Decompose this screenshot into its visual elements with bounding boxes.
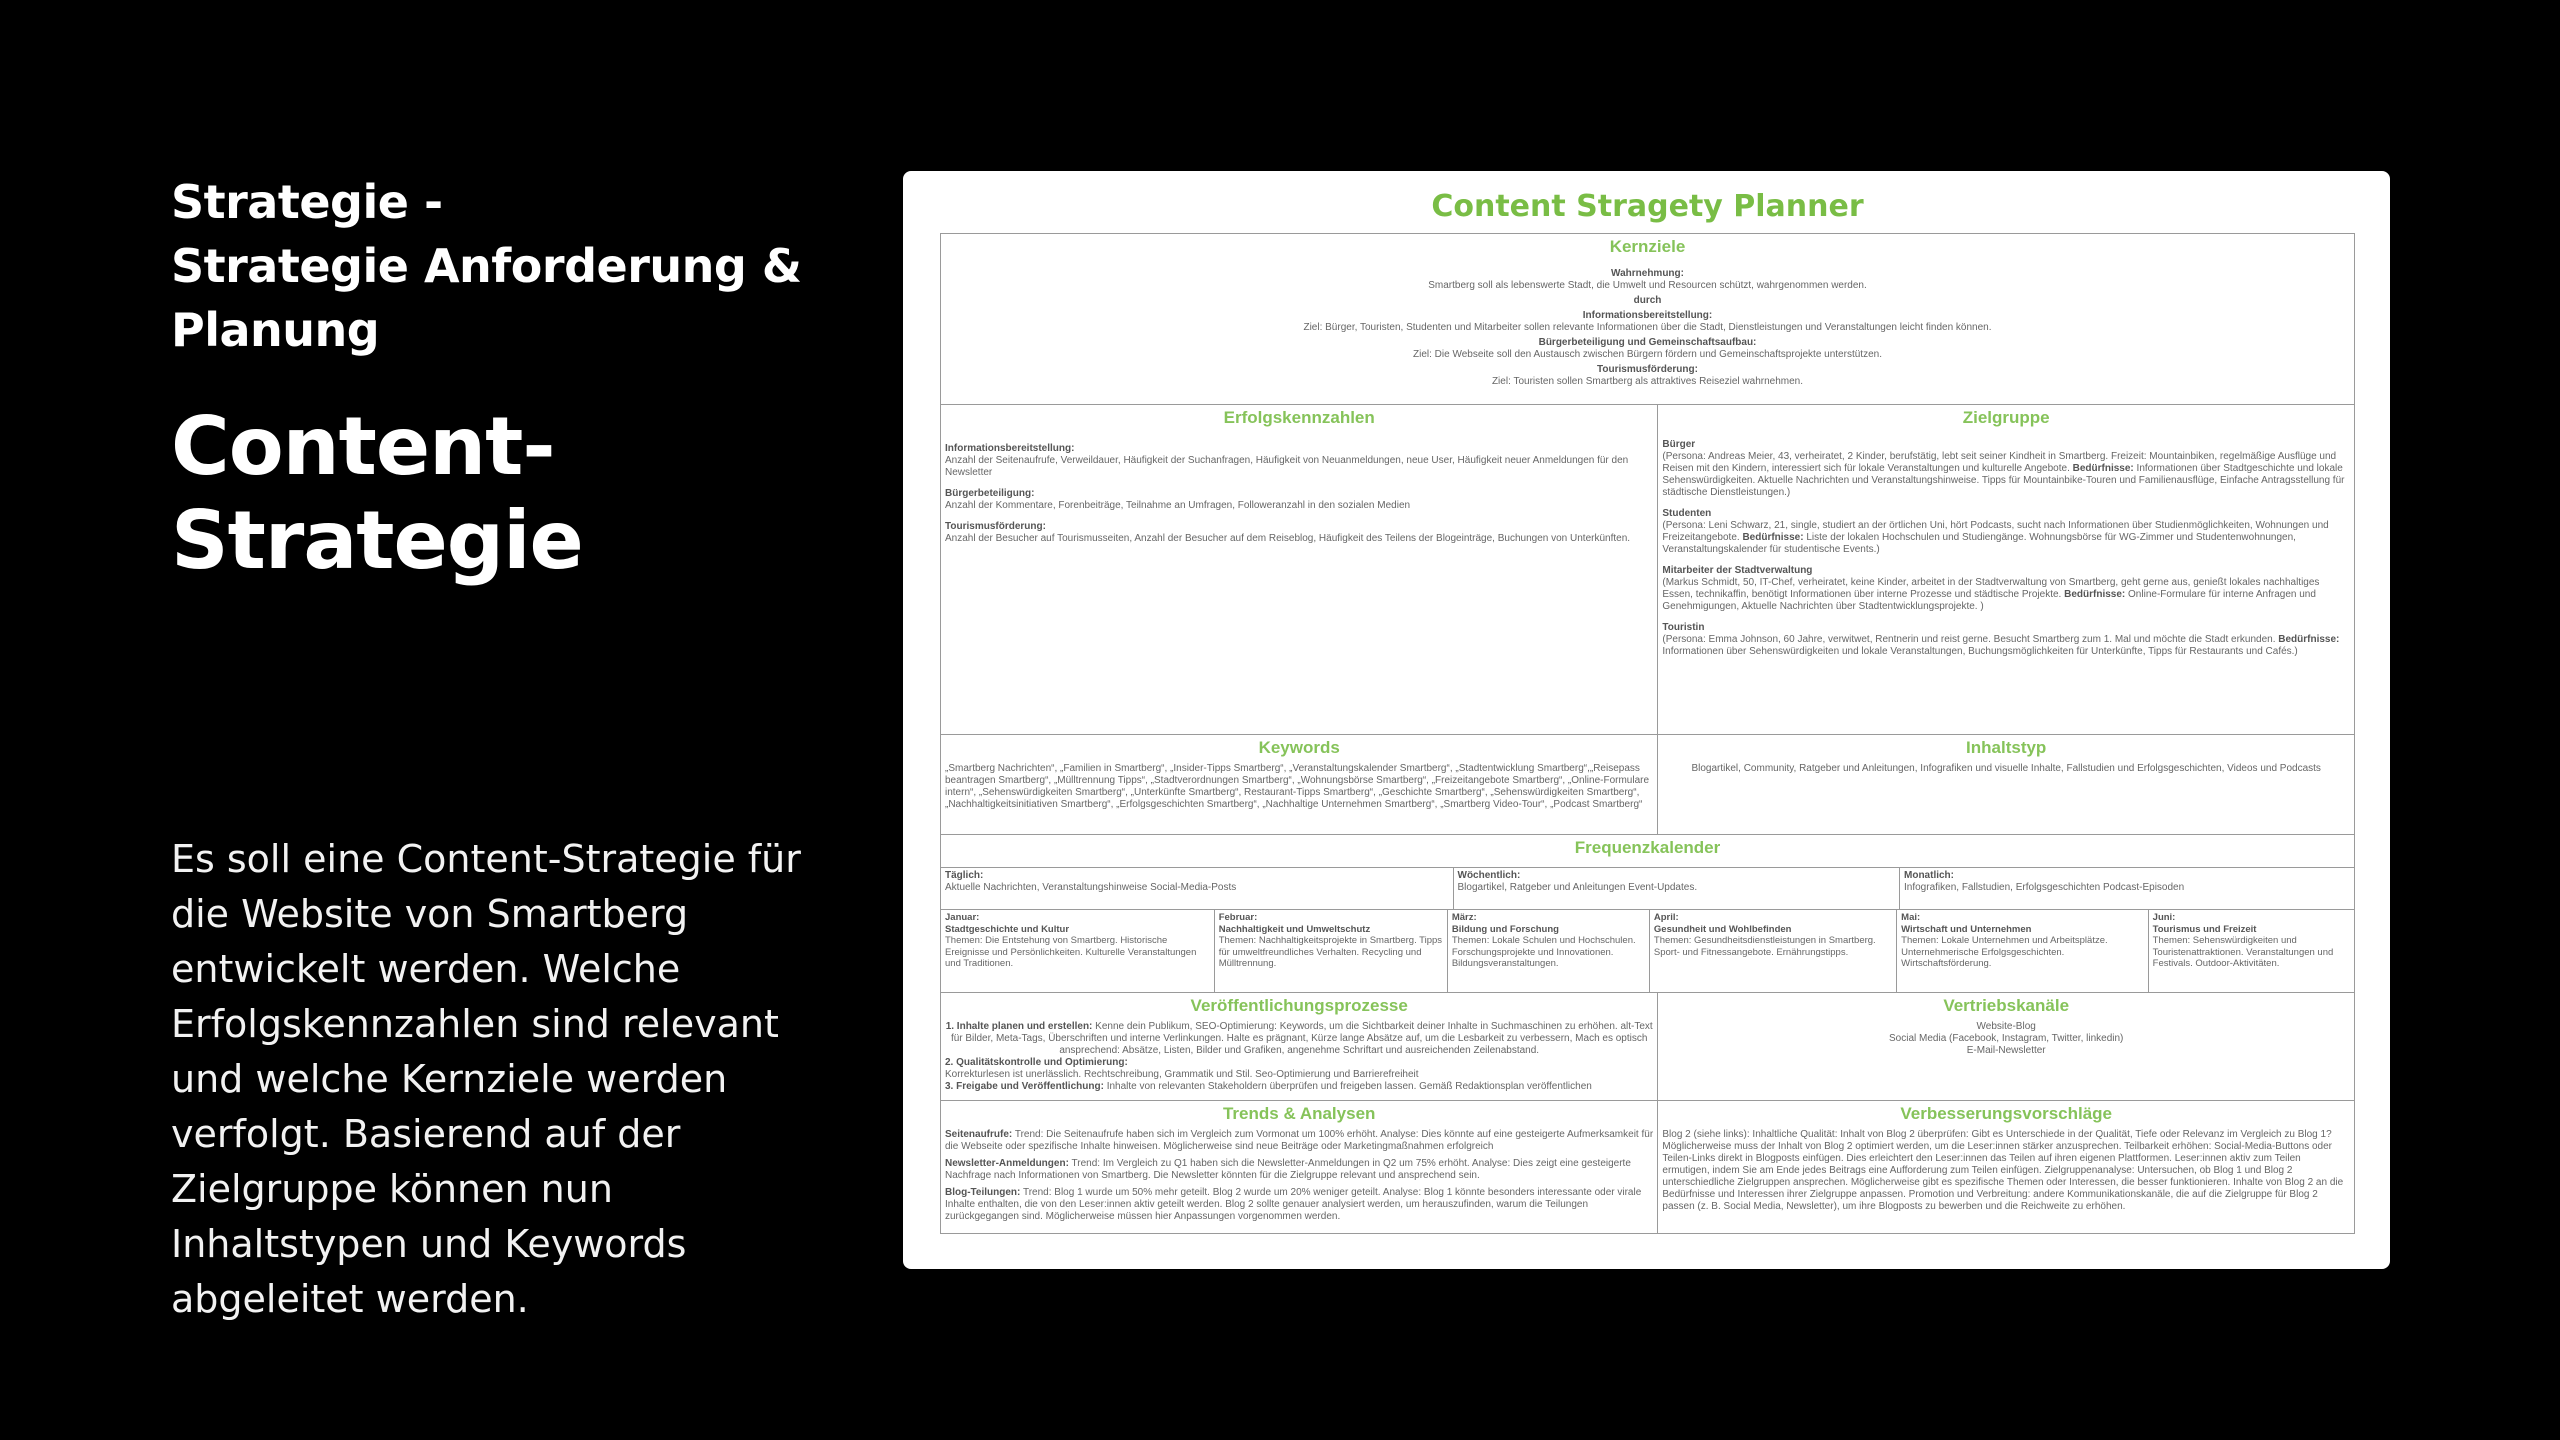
eyebrow-line: Strategie - — [171, 175, 443, 229]
frequenz-periods-row — [941, 867, 2354, 909]
month-label: April: — [1653, 912, 1679, 923]
zielgruppe-label: Bedürfnisse: — [2278, 634, 2340, 645]
erfolg-zielgruppe-row — [941, 404, 2354, 734]
trends-heading: Trends & Analysen — [1222, 1104, 1376, 1123]
veroeff-label: 3. Freigabe und Veröffentlichung: — [945, 1081, 1104, 1092]
veroeff-heading: Veröffentlichungsprozesse — [1190, 996, 1408, 1015]
vertrieb-heading: Vertriebskanäle — [1943, 996, 2070, 1015]
erfolg-label: Informationsbereitstellung: — [945, 443, 1075, 454]
vertrieb-item: Website-Blog — [1976, 1021, 2036, 1032]
month-text: Themen: Lokale Schulen und Hochschulen. Forschungsprojekte und Innovationen. Bildungsveranstaltungen. — [1451, 935, 1636, 969]
month-label: Mai: — [1901, 912, 1921, 923]
trends-label: Seitenaufrufe: — [945, 1129, 1013, 1140]
period-text: Blogartikel, Ratgeber und Anleitungen Event-Updates. — [1457, 882, 1698, 893]
veroeff-text: Kenne dein Publikum, SEO-Optimierung: Keywords, um die Sichtbarkeit deiner Inhalte in Suchmaschinen zu erhöhen. alt-Text für Bilder, Meta-Tags, Überschriften und interne Verlinkungen. Halte es prägnant, Kürze lange Absätze auf, um die Lesbarkeit zu verbessern, Mach es optisch ansprechend: Absätze, Listen, Bilder und Grafiken, angenehme Schriftart und ausreichenden Zeilenabstand. — [950, 1021, 1653, 1056]
erfolg-text: Anzahl der Kommentare, Forenbeiträge, Teilnahme an Umfragen, Followeranzahl in den sozialen Medien — [945, 500, 1411, 511]
kernziele-durch: durch — [1633, 295, 1662, 306]
trends-cell — [941, 1101, 1657, 1233]
zielgruppe-label: Mitarbeiter der Stadtverwaltung — [1662, 565, 1813, 576]
frequenz-months-row — [941, 909, 2354, 992]
frequenz-period — [1899, 868, 2354, 909]
kernziele-heading: Kernziele — [1609, 237, 1686, 256]
month-label: Juni: — [2152, 912, 2176, 923]
month-cell — [1649, 910, 1896, 992]
description-text: Es soll eine Content-Strategie für die Website von Smartberg entwickelt werden. Welche Erfolgskennzahlen sind relevant und welche Kernziele werden verfolgt. Basierend auf der Zielgruppe können nun Inhaltstypen und Keywords abgeleitet werden. — [171, 837, 801, 1321]
verbesserung-text: Blog 2 (siehe links): Inhaltliche Qualität: Inhalt von Blog 2 überprüfen: Gibt es Unterschiede in der Qualität, Tiefe oder Relevanz im Vergleich zu Blog 1? Möglicherweise muss der Inhalt von Blog 2 optimiert werden, um die Leser:innen stärker anzusprechen. Teilbarkeit erhöhen: Social-Media-Buttons oder Teilen-Links direkt in Blogposts einfügen. Dies erleichtert den Leser:innen das Teilen auf ihren eigenen Plattformen. Leser:innen aktiv zum Teilen ermutigen, indem Sie am Ende jedes Beitrags eine Aufforderung zum Teilen einfügen. Zielgruppenanalyse: Untersuchen, ob Blog 1 und Blog 2 unterschiedliche Zielgruppen ansprechen. Möglicherweise gibt es spezifische Themen oder Interessen, die besser funktionieren. Inhalte von Blog 2 an die Bedürfnisse und Interessen ihrer Zielgruppe anpassen. Promotion und Verbreitung: andere Kommunikationskanäle, die auf die Zielgruppe für Blog 2 passen (z. B. Social Media, Newsletter), um ihre Blogposts zu bewerben und die Reichweite zu erhöhen. — [1662, 1129, 2344, 1212]
trends-verbesserung-row — [941, 1100, 2354, 1233]
content-strategy-planner — [940, 187, 2355, 1234]
month-cell — [1447, 910, 1649, 992]
veroeff-label: 1. Inhalte planen und erstellen: — [945, 1021, 1093, 1032]
period-text: Infografiken, Fallstudien, Erfolgsgeschichten Podcast-Episoden — [1904, 882, 2185, 893]
frequenz-heading-row — [941, 834, 2354, 867]
zielgruppe-text: (Persona: Leni Schwarz, 21, single, studiert an der örtlichen Uni, hört Podcasts, sucht nach Informationen über Studienmöglichkeiten, Wohnungen und Freizeitangebote. — [1662, 520, 2329, 543]
eyebrow-line: Strategie Anforderung & — [171, 239, 802, 293]
planner-title: Content Stragety Planner — [1431, 189, 1864, 224]
kernziele-row — [941, 234, 2354, 404]
trends-label: Newsletter-Anmeldungen: — [945, 1158, 1069, 1169]
month-text: Themen: Gesundheitsdienstleistungen in Smartberg. Sport- und Fitnessangebote. Ernährungstipps. — [1653, 935, 1876, 958]
veroeff-text: Korrekturlesen ist unerlässlich. Rechtschreibung, Grammatik und Stil. Seo-Optimierung und Barrierefreiheit — [945, 1069, 1419, 1080]
veroeff-text: Inhalte von relevanten Stakeholdern überprüfen und freigeben lassen. Gemäß Redaktionsplan veröffentlichen — [1106, 1081, 1592, 1092]
zielgruppe-label: Touristin — [1662, 622, 1705, 633]
vertrieb-cell — [1657, 993, 2354, 1100]
month-text: Themen: Nachhaltigkeitsprojekte in Smartberg. Tipps für umweltfreundliches Verhalten. Recycling und Mülltrennung. — [1218, 935, 1443, 969]
planner-grid — [940, 233, 2355, 1234]
trends-text: Trend: Die Seitenaufrufe haben sich im Vergleich zum Vormonat um 100% erhöht. Analyse: Dies könnte auf eine gesteigerte Aufmerksamkeit für die Webseite oder spezifische Inhalte hinweisen. Möglicherweise sind neue Beiträge oder Marketingmaßnahmen erfolgreich — [945, 1129, 1654, 1152]
verbesserung-cell — [1657, 1101, 2354, 1233]
kernziele-text: Smartberg soll als lebenswerte Stadt, die Umwelt und Resourcen schützt, wahrgenommen werden. — [1428, 280, 1867, 291]
frequenz-heading: Frequenzkalender — [1574, 838, 1721, 857]
period-label: Täglich: — [945, 870, 984, 881]
month-label: Februar: — [1218, 912, 1258, 923]
verbesserung-heading: Verbesserungsvorschläge — [1900, 1104, 2113, 1123]
kernziele-label: Informationsbereitstellung: — [1582, 310, 1713, 321]
month-cell — [1896, 910, 2148, 992]
kernziele-text: Ziel: Bürger, Touristen, Studenten und Mitarbeiter sollen relevante Informationen über die Stadt, Dienstleistungen und Veranstaltungen leicht finden können. — [1303, 322, 1992, 333]
kernziele-label: Bürgerbeteiligung und Gemeinschaftsaufbau: — [1538, 337, 1757, 348]
eyebrow-line: Planung — [171, 303, 380, 357]
kernziele-label: Wahrnehmung: — [1611, 268, 1684, 279]
inhaltstyp-heading: Inhaltstyp — [1966, 738, 2047, 757]
zielgruppe-label: Bedürfnisse: — [2072, 463, 2134, 474]
page-title — [171, 400, 851, 588]
month-label: Januar: — [945, 912, 980, 923]
zielgruppe-label: Studenten — [1662, 508, 1712, 519]
frequenz-heading-cell — [941, 835, 2354, 867]
trends-text: Trend: Im Vergleich zu Q1 haben sich die Newsletter-Anmeldungen in Q2 um 75% erhöht. Analyse: Dies zeigt eine gesteigerte Nachfrage nach Informationen von Smartberg. Die Newsletter könnten für die Zielgruppe relevant und ansprechend sein. — [945, 1158, 1631, 1181]
erfolg-heading: Erfolgskennzahlen — [1223, 408, 1375, 427]
month-topic: Gesundheit und Wohlbefinden — [1653, 923, 1792, 935]
erfolg-text: Anzahl der Seitenaufrufe, Verweildauer, Häufigkeit der Suchanfragen, Häufigkeit von Neuanmeldungen, neue User, Häufigkeit neuer Anmeldungen für den Newsletter — [945, 455, 1629, 478]
vertrieb-item: Social Media (Facebook, Instagram, Twitter, linkedin) — [1889, 1033, 2124, 1044]
inhaltstyp-text: Blogartikel, Community, Ratgeber und Anleitungen, Infografiken und visuelle Inhalte, Fallstudien und Erfolgsgeschichten, Videos und Podcasts — [1691, 763, 2321, 774]
planner-card — [903, 171, 2390, 1269]
kernziele-text: Ziel: Die Webseite soll den Austausch zwischen Bürgern fördern und Gemeinschaftsprojekte unterstützen. — [1413, 349, 1882, 360]
keywords-inhaltstyp-row — [941, 734, 2354, 834]
month-topic: Stadtgeschichte und Kultur — [945, 923, 1070, 935]
zielgruppe-text: (Persona: Andreas Meier, 43, verheiratet, 2 Kinder, berufstätig, lebt seit seiner Kindheit in Smartberg. Freizeit: Mountainbiken, regelmäßige Ausflüge und Reisen mit den Kindern, interessiert sich für lokale Veranstaltungen und kulturelle Angebote. — [1662, 451, 2337, 474]
kernziele-label: Tourismusförderung: — [1597, 364, 1698, 375]
keywords-text: „Smartberg Nachrichten“, „Familien in Smartberg“, „Insider-Tipps Smartberg“, „Veranstaltungskalender Smartberg“, „Stadtentwicklung Smartberg“,„Reisepass beantragen Smartberg“, „Mülltrennung Tipps“, „Stadtverordnungen Smartberg“, „Wohnungsbörse Smartberg“, „Freizeitangebote Smartberg“, „Online-Formulare intern“, „Sehenswürdigkeiten Smartberg“, „Unterkünfte Smartberg“, Restaurant-Tipps Smartberg“, „Geschichte Smartberg“, „Sehenswürdigkeiten Smartberg“, „Nachhaltigkeitsinitiativen Smartberg“, „Erfolgsgeschichten Smartberg“, „Nachhaltige Unternehmen Smartberg“, „Smartberg Video-Tour“, „Podcast Smartberg“ — [945, 763, 1650, 810]
erfolg-text: Anzahl der Besucher auf Tourismusseiten, Anzahl der Besucher auf dem Reiseblog, Häufigkeit des Teilens der Blogeinträge, Buchungen von Unterkünften. — [945, 533, 1631, 544]
erfolg-cell — [941, 405, 1657, 734]
month-topic: Nachhaltigkeit und Umweltschutz — [1218, 923, 1371, 935]
zielgruppe-text: Informationen über Sehenswürdigkeiten und lokale Veranstaltungen, Buchungsmöglichkeiten für Unterkünfte, Tipps für Restaurants und Cafés.) — [1662, 646, 2298, 657]
zielgruppe-label: Bedürfnisse: — [2064, 589, 2126, 600]
month-label: März: — [1451, 912, 1477, 923]
kernziele-text: Ziel: Touristen sollen Smartberg als attraktives Reiseziel wahrnehmen. — [1491, 376, 1804, 387]
zielgruppe-text: (Markus Schmidt, 50, IT-Chef, verheiratet, keine Kinder, arbeitet in der Stadtverwaltung von Smartberg, geht gerne aus, genießt lokales nachhaltiges Essen, technikaffin, benötigt Informationen über interne Prozesse und städtische Projekte. — [1662, 577, 2320, 600]
kernziele-cell — [941, 234, 2354, 404]
frequenz-period — [1453, 868, 1900, 909]
month-text: Themen: Sehenswürdigkeiten und Touristenattraktionen. Veranstaltungen und Festivals. Outdoor-Aktivitäten. — [2152, 935, 2334, 969]
zielgruppe-text: (Persona: Emma Johnson, 60 Jahre, verwitwet, Rentnerin und reist gerne. Besucht Smartberg zum 1. Mal und möchte die Stadt erkunden. — [1662, 634, 2276, 645]
month-text: Themen: Lokale Unternehmen und Arbeitsplätze. Unternehmerische Erfolgsgeschichten. Wirtschaftsförderung. — [1901, 935, 2108, 969]
month-topic: Tourismus und Freizeit — [2152, 923, 2257, 935]
zielgruppe-label: Bürger — [1662, 439, 1696, 450]
vertrieb-item: E-Mail-Newsletter — [1966, 1045, 2046, 1056]
zielgruppe-text: Liste der lokalen Hochschulen und Studiengänge. Wohnungsbörse für WG-Zimmer und Studentenwohnungen, Veranstaltungskalender für studentische Events.) — [1662, 532, 2296, 555]
veroeff-vertrieb-row — [941, 992, 2354, 1100]
section-eyebrow — [171, 170, 851, 362]
zielgruppe-heading: Zielgruppe — [1962, 408, 2050, 427]
inhaltstyp-cell — [1657, 735, 2354, 834]
title-line: Content- — [171, 400, 555, 493]
zielgruppe-text: Informationen über Stadtgeschichte und lokale Sehenswürdigkeiten. Aktuelle Nachrichten und Veranstaltungshinweise. Tipps für Mountainbike-Touren und Familienausflüge, Einfache Antragsstellung für städtische Dienstleistungen.) — [1662, 463, 2345, 498]
zielgruppe-label: Bedürfnisse: — [1742, 532, 1804, 543]
erfolg-label: Tourismusförderung: — [945, 521, 1046, 532]
erfolg-label: Bürgerbeteiligung: — [945, 488, 1035, 499]
month-topic: Wirtschaft und Unternehmen — [1901, 923, 2032, 935]
veroeff-cell — [941, 993, 1657, 1100]
month-cell — [941, 910, 1214, 992]
left-column — [171, 170, 851, 588]
trends-label: Blog-Teilungen: — [945, 1187, 1021, 1198]
month-cell — [2148, 910, 2354, 992]
keywords-cell — [941, 735, 1657, 834]
title-line: Strategie — [171, 494, 583, 587]
zielgruppe-text: Online-Formulare für interne Anfragen und Genehmigungen, Aktuelle Nachrichten über Stadtentwicklungsprojekte. ) — [1662, 589, 2316, 612]
trends-text: Trend: Blog 1 wurde um 50% mehr geteilt. Blog 2 wurde um 20% weniger geteilt. Analyse: Blog 1 könnte besonders interessante oder virale Inhalte enthalten, die von den Leser:innen aktiv geteilt werden. Blog 2 sollte genauer analysiert werden, um herauszufinden, warum die Teilungen zurückgegangen sind. Möglicherweise müssen hier Anpassungen vorgenommen werden. — [945, 1187, 1642, 1222]
period-label: Wöchentlich: — [1457, 870, 1521, 881]
period-text: Aktuelle Nachrichten, Veranstaltungshinweise Social-Media-Posts — [945, 882, 1237, 893]
month-cell — [1214, 910, 1447, 992]
zielgruppe-cell — [1657, 405, 2354, 734]
month-topic: Bildung und Forschung — [1451, 923, 1559, 935]
veroeff-label: 2. Qualitätskontrolle und Optimierung: — [945, 1057, 1128, 1068]
frequenz-period — [941, 868, 1453, 909]
month-text: Themen: Die Entstehung von Smartberg. Historische Ereignisse und Persönlichkeiten. Kulturelle Veranstaltungen und Traditionen. — [945, 935, 1197, 969]
period-label: Monatlich: — [1904, 870, 1954, 881]
keywords-heading: Keywords — [1258, 738, 1340, 757]
